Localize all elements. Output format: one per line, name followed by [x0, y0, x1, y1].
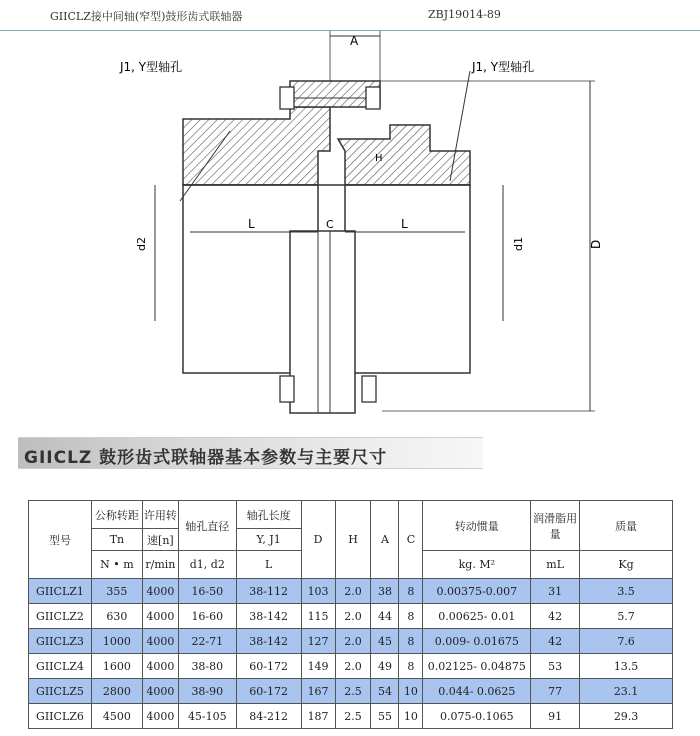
- cell-A: 54: [371, 679, 399, 704]
- header-D: D: [301, 501, 335, 579]
- table-row: [29, 579, 673, 604]
- cell-H: 2.5: [335, 679, 371, 704]
- cell-length: 38-142: [236, 604, 301, 629]
- cell-bore: 22-71: [178, 629, 236, 654]
- cell-C: 8: [399, 579, 423, 604]
- label-left-bore: J1, Y型轴孔: [120, 60, 183, 74]
- cell-length: 84-212: [236, 704, 301, 729]
- header-torque-line2: Tn: [91, 529, 142, 551]
- cell-C: 10: [399, 679, 423, 704]
- cell-bore: 16-50: [178, 579, 236, 604]
- cell-model: GIICLZ5: [29, 679, 92, 704]
- header-H: H: [335, 501, 371, 579]
- cell-mass: 13.5: [580, 654, 673, 679]
- header-grease-line2: 量: [549, 527, 561, 541]
- cell-D: 115: [301, 604, 335, 629]
- cell-mass: 5.7: [580, 604, 673, 629]
- label-A: A: [350, 34, 359, 48]
- cell-torque: 1000: [91, 629, 142, 654]
- cell-D: 149: [301, 654, 335, 679]
- cell-torque: 630: [91, 604, 142, 629]
- cell-inertia: 0.075-0.1065: [423, 704, 531, 729]
- cell-D: 127: [301, 629, 335, 654]
- bottom-bolt-left: [280, 376, 294, 402]
- cell-grease: 77: [531, 679, 580, 704]
- right-hub-section: [338, 125, 470, 185]
- cell-H: 2.0: [335, 654, 371, 679]
- header-torque-line1: 公称转距: [91, 501, 142, 529]
- section-title: GIICLZ 鼓形齿式联轴器基本参数与主要尺寸: [24, 448, 388, 468]
- cell-speed: 4000: [142, 679, 178, 704]
- cell-grease: 91: [531, 704, 580, 729]
- cell-grease: 53: [531, 654, 580, 679]
- cell-D: 167: [301, 679, 335, 704]
- cell-grease: 31: [531, 579, 580, 604]
- cell-torque: 2800: [91, 679, 142, 704]
- header-inertia-unit: kg. M²: [423, 551, 531, 579]
- cell-torque: 4500: [91, 704, 142, 729]
- cell-speed: 4000: [142, 579, 178, 604]
- cell-length: 60-172: [236, 654, 301, 679]
- cell-C: 8: [399, 654, 423, 679]
- header-mass-unit: Kg: [580, 551, 673, 579]
- cell-A: 44: [371, 604, 399, 629]
- header-length-type: Y, J1: [236, 529, 301, 551]
- label-d1: d1: [512, 237, 525, 251]
- header-A: A: [371, 501, 399, 579]
- top-bolt-head-right: [366, 87, 380, 109]
- header-grease-unit: mL: [531, 551, 580, 579]
- top-bolt-head-left: [280, 87, 294, 109]
- cell-H: 2.5: [335, 704, 371, 729]
- cell-D: 187: [301, 704, 335, 729]
- label-C: C: [326, 218, 334, 231]
- center-flange: [290, 231, 355, 413]
- cell-inertia: 0.00625- 0.01: [423, 604, 531, 629]
- header-C: C: [399, 501, 423, 579]
- header-inertia: 转动惯量: [423, 501, 531, 551]
- cell-bore: 38-80: [178, 654, 236, 679]
- label-L-left: L: [248, 217, 255, 231]
- table-row: [29, 654, 673, 679]
- cell-speed: 4000: [142, 604, 178, 629]
- label-L-right: L: [401, 217, 408, 231]
- label-D: D: [589, 239, 603, 249]
- cell-C: 10: [399, 704, 423, 729]
- cell-inertia: 0.044- 0.0625: [423, 679, 531, 704]
- table-row: [29, 604, 673, 629]
- cell-speed: 4000: [142, 654, 178, 679]
- cell-speed: 4000: [142, 629, 178, 654]
- header-length-sub: L: [236, 551, 301, 579]
- cell-C: 8: [399, 629, 423, 654]
- cell-inertia: 0.00375-0.007: [423, 579, 531, 604]
- cell-bore: 45-105: [178, 704, 236, 729]
- cell-D: 103: [301, 579, 335, 604]
- bottom-bolt-right: [362, 376, 376, 402]
- header-grease: [531, 501, 580, 551]
- cell-A: 55: [371, 704, 399, 729]
- cell-H: 2.0: [335, 604, 371, 629]
- cell-grease: 42: [531, 629, 580, 654]
- header-torque-unit: N • m: [91, 551, 142, 579]
- cell-C: 8: [399, 604, 423, 629]
- cell-torque: 355: [91, 579, 142, 604]
- header-bore-sub: d1, d2: [178, 551, 236, 579]
- cell-A: 45: [371, 629, 399, 654]
- cell-model: GIICLZ1: [29, 579, 92, 604]
- cell-H: 2.0: [335, 579, 371, 604]
- header-mass: 质量: [580, 501, 673, 551]
- header-length: 轴孔长度: [236, 501, 301, 529]
- header-speed-unit: r/min: [142, 551, 178, 579]
- label-d2: d2: [135, 237, 148, 251]
- cell-A: 38: [371, 579, 399, 604]
- cell-mass: 3.5: [580, 579, 673, 604]
- header-speed-line1: 许用转: [142, 501, 178, 529]
- cell-mass: 29.3: [580, 704, 673, 729]
- label-right-bore: J1, Y型轴孔: [472, 60, 535, 74]
- header-bore: 轴孔直径: [178, 501, 236, 551]
- cell-grease: 42: [531, 604, 580, 629]
- header-model: 型号: [29, 501, 92, 579]
- header-title: GIICLZ接中间轴(窄型)鼓形齿式联轴器: [50, 10, 243, 23]
- cell-mass: 23.1: [580, 679, 673, 704]
- header-bar: [0, 0, 700, 31]
- cell-length: 60-172: [236, 679, 301, 704]
- cell-speed: 4000: [142, 704, 178, 729]
- table-row: [29, 679, 673, 704]
- header-standard: ZBJ19014-89: [428, 8, 501, 21]
- cell-bore: 38-90: [178, 679, 236, 704]
- left-hub-section: [183, 107, 330, 185]
- right-hub-body: [345, 185, 470, 373]
- cell-length: 38-142: [236, 629, 301, 654]
- cell-mass: 7.6: [580, 629, 673, 654]
- parameter-table: [28, 500, 673, 729]
- cell-length: 38-112: [236, 579, 301, 604]
- label-H: H: [375, 153, 383, 164]
- table-row: [29, 704, 673, 729]
- cell-model: GIICLZ6: [29, 704, 92, 729]
- cell-torque: 1600: [91, 654, 142, 679]
- cell-model: GIICLZ4: [29, 654, 92, 679]
- cell-bore: 16-60: [178, 604, 236, 629]
- cell-model: GIICLZ3: [29, 629, 92, 654]
- cell-inertia: 0.009- 0.01675: [423, 629, 531, 654]
- coupling-drawing: [0, 31, 700, 431]
- section-banner: [18, 437, 483, 469]
- header-grease-line1: 润滑脂用: [533, 511, 578, 525]
- cell-A: 49: [371, 654, 399, 679]
- table-row: [29, 629, 673, 654]
- cell-model: GIICLZ2: [29, 604, 92, 629]
- header-speed-line2: 速[n]: [142, 529, 178, 551]
- cell-inertia: 0.02125- 0.04875: [423, 654, 531, 679]
- cell-H: 2.0: [335, 629, 371, 654]
